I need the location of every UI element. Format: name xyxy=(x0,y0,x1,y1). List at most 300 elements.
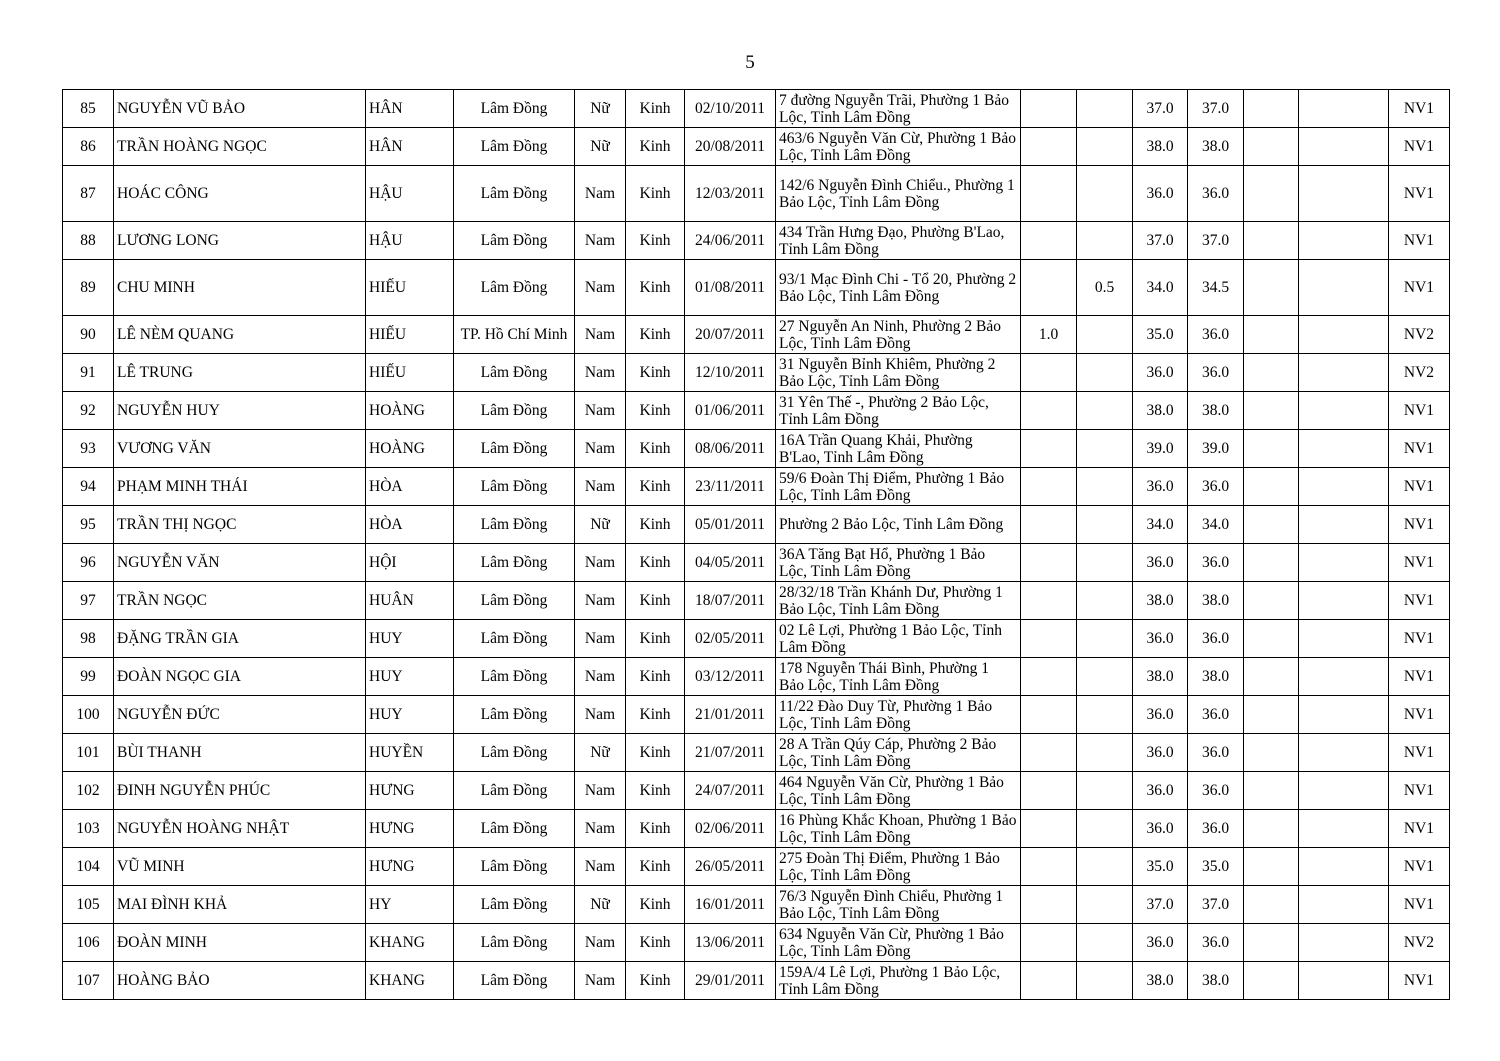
given-name: HÒA xyxy=(366,506,454,544)
family-name: VƯƠNG VĂN xyxy=(114,430,366,468)
given-name: HÂN xyxy=(366,90,454,128)
total-score: 39.0 xyxy=(1188,430,1244,468)
family-name: LÊ TRUNG xyxy=(114,354,366,392)
blank-cell xyxy=(1244,468,1299,506)
table-row xyxy=(63,90,1450,128)
score: 36.0 xyxy=(1133,166,1188,222)
birth-date: 20/08/2011 xyxy=(685,128,776,166)
row-number: 91 xyxy=(63,354,114,392)
blank-cell xyxy=(1244,772,1299,810)
address: 142/6 Nguyễn Đình Chiểu., Phường 1 Bảo Lộc, Tỉnh Lâm Đồng xyxy=(776,166,1021,222)
bonus-points: 0.5 xyxy=(1077,260,1133,316)
given-name: HẬU xyxy=(366,166,454,222)
family-name: TRẦN NGỌC xyxy=(114,582,366,620)
address: 159A/4 Lê Lợi, Phường 1 Bảo Lộc, Tỉnh Lâm Đồng xyxy=(776,962,1021,1000)
priority-points xyxy=(1021,848,1077,886)
gender: Nam xyxy=(575,392,626,430)
gender: Nam xyxy=(575,582,626,620)
blank-cell xyxy=(1244,316,1299,354)
given-name: HỘI xyxy=(366,544,454,582)
row-number: 96 xyxy=(63,544,114,582)
bonus-points xyxy=(1077,166,1133,222)
birthplace: Lâm Đồng xyxy=(454,772,575,810)
table-row xyxy=(63,848,1450,886)
address: Phường 2 Bảo Lộc, Tỉnh Lâm Đồng xyxy=(776,506,1021,544)
bonus-points xyxy=(1077,772,1133,810)
table-row xyxy=(63,620,1450,658)
bonus-points xyxy=(1077,316,1133,354)
gender: Nam xyxy=(575,166,626,222)
ethnicity: Kinh xyxy=(626,506,685,544)
given-name: HƯNG xyxy=(366,848,454,886)
birth-date: 18/07/2011 xyxy=(685,582,776,620)
birth-date: 03/12/2011 xyxy=(685,658,776,696)
priority-points xyxy=(1021,962,1077,1000)
blank-cell xyxy=(1299,582,1389,620)
blank-cell xyxy=(1244,166,1299,222)
family-name: ĐOÀN NGỌC GIA xyxy=(114,658,366,696)
bonus-points xyxy=(1077,848,1133,886)
row-number: 87 xyxy=(63,166,114,222)
birth-date: 01/06/2011 xyxy=(685,392,776,430)
score: 36.0 xyxy=(1133,620,1188,658)
birthplace: Lâm Đồng xyxy=(454,260,575,316)
row-number: 95 xyxy=(63,506,114,544)
birth-date: 26/05/2011 xyxy=(685,848,776,886)
gender: Nam xyxy=(575,696,626,734)
address: 16A Trần Quang Khải, Phường B'Lao, Tỉnh Lâm Đồng xyxy=(776,430,1021,468)
gender: Nữ xyxy=(575,734,626,772)
ethnicity: Kinh xyxy=(626,354,685,392)
row-number: 98 xyxy=(63,620,114,658)
blank-cell xyxy=(1299,90,1389,128)
blank-cell xyxy=(1244,620,1299,658)
row-number: 104 xyxy=(63,848,114,886)
address: 434 Trần Hưng Đạo, Phường B'Lao, Tỉnh Lâm Đồng xyxy=(776,222,1021,260)
birthplace: TP. Hồ Chí Minh xyxy=(454,316,575,354)
family-name: NGUYỄN VĂN xyxy=(114,544,366,582)
ethnicity: Kinh xyxy=(626,620,685,658)
blank-cell xyxy=(1244,582,1299,620)
ethnicity: Kinh xyxy=(626,810,685,848)
total-score: 38.0 xyxy=(1188,128,1244,166)
bonus-points xyxy=(1077,810,1133,848)
preference: NV1 xyxy=(1389,772,1450,810)
score: 36.0 xyxy=(1133,354,1188,392)
blank-cell xyxy=(1299,430,1389,468)
bonus-points xyxy=(1077,430,1133,468)
gender: Nam xyxy=(575,430,626,468)
ethnicity: Kinh xyxy=(626,166,685,222)
total-score: 36.0 xyxy=(1188,810,1244,848)
blank-cell xyxy=(1299,924,1389,962)
address: 7 đường Nguyễn Trãi, Phường 1 Bảo Lộc, Tỉnh Lâm Đồng xyxy=(776,90,1021,128)
preference: NV1 xyxy=(1389,696,1450,734)
family-name: MAI ĐÌNH KHẢ xyxy=(114,886,366,924)
preference: NV1 xyxy=(1389,620,1450,658)
total-score: 36.0 xyxy=(1188,166,1244,222)
table-row xyxy=(63,354,1450,392)
address: 178 Nguyễn Thái Bình, Phường 1 Bảo Lộc, Tỉnh Lâm Đồng xyxy=(776,658,1021,696)
score: 36.0 xyxy=(1133,924,1188,962)
student-table xyxy=(62,89,1450,1000)
family-name: PHẠM MINH THÁI xyxy=(114,468,366,506)
row-number: 90 xyxy=(63,316,114,354)
gender: Nam xyxy=(575,772,626,810)
preference: NV2 xyxy=(1389,354,1450,392)
row-number: 99 xyxy=(63,658,114,696)
score: 38.0 xyxy=(1133,582,1188,620)
priority-points xyxy=(1021,658,1077,696)
birth-date: 20/07/2011 xyxy=(685,316,776,354)
ethnicity: Kinh xyxy=(626,696,685,734)
given-name: KHANG xyxy=(366,924,454,962)
preference: NV1 xyxy=(1389,658,1450,696)
birthplace: Lâm Đồng xyxy=(454,734,575,772)
birth-date: 02/06/2011 xyxy=(685,810,776,848)
family-name: TRẦN HOÀNG NGỌC xyxy=(114,128,366,166)
row-number: 92 xyxy=(63,392,114,430)
priority-points xyxy=(1021,506,1077,544)
gender: Nam xyxy=(575,620,626,658)
family-name: VŨ MINH xyxy=(114,848,366,886)
preference: NV1 xyxy=(1389,430,1450,468)
blank-cell xyxy=(1299,392,1389,430)
blank-cell xyxy=(1244,90,1299,128)
priority-points xyxy=(1021,886,1077,924)
table-row xyxy=(63,772,1450,810)
score: 34.0 xyxy=(1133,260,1188,316)
address: 275 Đoàn Thị Điểm, Phường 1 Bảo Lộc, Tỉnh Lâm Đồng xyxy=(776,848,1021,886)
priority-points xyxy=(1021,468,1077,506)
preference: NV1 xyxy=(1389,260,1450,316)
row-number: 86 xyxy=(63,128,114,166)
bonus-points xyxy=(1077,468,1133,506)
total-score: 36.0 xyxy=(1188,620,1244,658)
row-number: 101 xyxy=(63,734,114,772)
blank-cell xyxy=(1244,544,1299,582)
birth-date: 16/01/2011 xyxy=(685,886,776,924)
birth-date: 02/10/2011 xyxy=(685,90,776,128)
total-score: 36.0 xyxy=(1188,316,1244,354)
blank-cell xyxy=(1299,316,1389,354)
bonus-points xyxy=(1077,734,1133,772)
row-number: 100 xyxy=(63,696,114,734)
score: 36.0 xyxy=(1133,772,1188,810)
blank-cell xyxy=(1299,886,1389,924)
family-name: LƯƠNG LONG xyxy=(114,222,366,260)
address: 463/6 Nguyễn Văn Cừ, Phường 1 Bảo Lộc, Tỉnh Lâm Đồng xyxy=(776,128,1021,166)
score: 36.0 xyxy=(1133,734,1188,772)
ethnicity: Kinh xyxy=(626,886,685,924)
given-name: HUY xyxy=(366,658,454,696)
birth-date: 04/05/2011 xyxy=(685,544,776,582)
family-name: CHU MINH xyxy=(114,260,366,316)
given-name: HUÂN xyxy=(366,582,454,620)
total-score: 38.0 xyxy=(1188,392,1244,430)
total-score: 36.0 xyxy=(1188,468,1244,506)
preference: NV1 xyxy=(1389,962,1450,1000)
birth-date: 24/06/2011 xyxy=(685,222,776,260)
address: 16 Phùng Khắc Khoan, Phường 1 Bảo Lộc, Tỉnh Lâm Đồng xyxy=(776,810,1021,848)
table-row xyxy=(63,316,1450,354)
bonus-points xyxy=(1077,506,1133,544)
gender: Nam xyxy=(575,658,626,696)
table-row xyxy=(63,260,1450,316)
ethnicity: Kinh xyxy=(626,848,685,886)
priority-points xyxy=(1021,696,1077,734)
bonus-points xyxy=(1077,658,1133,696)
address: 93/1 Mạc Đình Chi - Tổ 20, Phường 2 Bảo Lộc, Tỉnh Lâm Đồng xyxy=(776,260,1021,316)
given-name: HÒA xyxy=(366,468,454,506)
family-name: ĐẶNG TRẦN GIA xyxy=(114,620,366,658)
row-number: 97 xyxy=(63,582,114,620)
blank-cell xyxy=(1244,962,1299,1000)
score: 38.0 xyxy=(1133,658,1188,696)
birthplace: Lâm Đồng xyxy=(454,696,575,734)
family-name: ĐINH NGUYỄN PHÚC xyxy=(114,772,366,810)
birthplace: Lâm Đồng xyxy=(454,468,575,506)
priority-points xyxy=(1021,620,1077,658)
bonus-points xyxy=(1077,886,1133,924)
score: 35.0 xyxy=(1133,848,1188,886)
preference: NV1 xyxy=(1389,90,1450,128)
bonus-points xyxy=(1077,222,1133,260)
family-name: NGUYỄN HUY xyxy=(114,392,366,430)
page-number: 5 xyxy=(745,52,755,73)
birth-date: 12/10/2011 xyxy=(685,354,776,392)
birthplace: Lâm Đồng xyxy=(454,354,575,392)
birth-date: 23/11/2011 xyxy=(685,468,776,506)
row-number: 103 xyxy=(63,810,114,848)
table-row xyxy=(63,810,1450,848)
given-name: HIẾU xyxy=(366,354,454,392)
preference: NV2 xyxy=(1389,316,1450,354)
gender: Nam xyxy=(575,260,626,316)
ethnicity: Kinh xyxy=(626,468,685,506)
address: 02 Lê Lợi, Phường 1 Bảo Lộc, Tỉnh Lâm Đồng xyxy=(776,620,1021,658)
address: 28/32/18 Trần Khánh Dư, Phường 1 Bảo Lộc, Tỉnh Lâm Đồng xyxy=(776,582,1021,620)
birth-date: 08/06/2011 xyxy=(685,430,776,468)
preference: NV1 xyxy=(1389,392,1450,430)
given-name: HIẾU xyxy=(366,316,454,354)
bonus-points xyxy=(1077,696,1133,734)
blank-cell xyxy=(1299,222,1389,260)
address: 28 A Trần Qúy Cáp, Phường 2 Bảo Lộc, Tỉnh Lâm Đồng xyxy=(776,734,1021,772)
bonus-points xyxy=(1077,544,1133,582)
ethnicity: Kinh xyxy=(626,260,685,316)
birthplace: Lâm Đồng xyxy=(454,886,575,924)
given-name: HƯNG xyxy=(366,772,454,810)
score: 37.0 xyxy=(1133,222,1188,260)
priority-points xyxy=(1021,924,1077,962)
gender: Nam xyxy=(575,848,626,886)
given-name: HUY xyxy=(366,696,454,734)
ethnicity: Kinh xyxy=(626,924,685,962)
family-name: NGUYỄN HOÀNG NHẬT xyxy=(114,810,366,848)
preference: NV2 xyxy=(1389,924,1450,962)
birth-date: 02/05/2011 xyxy=(685,620,776,658)
blank-cell xyxy=(1244,430,1299,468)
birthplace: Lâm Đồng xyxy=(454,544,575,582)
priority-points xyxy=(1021,260,1077,316)
gender: Nam xyxy=(575,222,626,260)
total-score: 34.5 xyxy=(1188,260,1244,316)
birthplace: Lâm Đồng xyxy=(454,506,575,544)
priority-points xyxy=(1021,166,1077,222)
blank-cell xyxy=(1299,810,1389,848)
family-name: NGUYỄN ĐỨC xyxy=(114,696,366,734)
row-number: 85 xyxy=(63,90,114,128)
blank-cell xyxy=(1299,620,1389,658)
gender: Nam xyxy=(575,924,626,962)
table-row xyxy=(63,392,1450,430)
given-name: HƯNG xyxy=(366,810,454,848)
blank-cell xyxy=(1299,506,1389,544)
priority-points xyxy=(1021,772,1077,810)
blank-cell xyxy=(1244,924,1299,962)
family-name: HOÁC CÔNG xyxy=(114,166,366,222)
row-number: 106 xyxy=(63,924,114,962)
row-number: 94 xyxy=(63,468,114,506)
blank-cell xyxy=(1299,128,1389,166)
total-score: 38.0 xyxy=(1188,658,1244,696)
birth-date: 01/08/2011 xyxy=(685,260,776,316)
ethnicity: Kinh xyxy=(626,772,685,810)
given-name: HIẾU xyxy=(366,260,454,316)
family-name: ĐOÀN MINH xyxy=(114,924,366,962)
address: 59/6 Đoàn Thị Điểm, Phường 1 Bảo Lộc, Tỉnh Lâm Đồng xyxy=(776,468,1021,506)
preference: NV1 xyxy=(1389,734,1450,772)
given-name: HUYỀN xyxy=(366,734,454,772)
bonus-points xyxy=(1077,128,1133,166)
table-row xyxy=(63,962,1450,1000)
blank-cell xyxy=(1299,696,1389,734)
blank-cell xyxy=(1244,734,1299,772)
table-row xyxy=(63,696,1450,734)
score: 36.0 xyxy=(1133,810,1188,848)
ethnicity: Kinh xyxy=(626,392,685,430)
score: 38.0 xyxy=(1133,392,1188,430)
gender: Nữ xyxy=(575,886,626,924)
total-score: 36.0 xyxy=(1188,696,1244,734)
blank-cell xyxy=(1299,354,1389,392)
ethnicity: Kinh xyxy=(626,316,685,354)
table-row xyxy=(63,924,1450,962)
bonus-points xyxy=(1077,620,1133,658)
score: 37.0 xyxy=(1133,886,1188,924)
total-score: 37.0 xyxy=(1188,90,1244,128)
birthplace: Lâm Đồng xyxy=(454,620,575,658)
address: 31 Yên Thế -, Phường 2 Bảo Lộc, Tỉnh Lâm Đồng xyxy=(776,392,1021,430)
given-name: HUY xyxy=(366,620,454,658)
birth-date: 21/07/2011 xyxy=(685,734,776,772)
gender: Nam xyxy=(575,354,626,392)
birth-date: 21/01/2011 xyxy=(685,696,776,734)
bonus-points xyxy=(1077,924,1133,962)
ethnicity: Kinh xyxy=(626,962,685,1000)
bonus-points xyxy=(1077,392,1133,430)
table-row xyxy=(63,544,1450,582)
preference: NV1 xyxy=(1389,506,1450,544)
row-number: 107 xyxy=(63,962,114,1000)
preference: NV1 xyxy=(1389,582,1450,620)
birthplace: Lâm Đồng xyxy=(454,848,575,886)
table-row xyxy=(63,506,1450,544)
birthplace: Lâm Đồng xyxy=(454,582,575,620)
score: 38.0 xyxy=(1133,962,1188,1000)
total-score: 37.0 xyxy=(1188,886,1244,924)
score: 36.0 xyxy=(1133,696,1188,734)
ethnicity: Kinh xyxy=(626,658,685,696)
gender: Nam xyxy=(575,468,626,506)
given-name: HOÀNG xyxy=(366,392,454,430)
gender: Nam xyxy=(575,316,626,354)
total-score: 38.0 xyxy=(1188,962,1244,1000)
family-name: NGUYỄN VŨ BẢO xyxy=(114,90,366,128)
bonus-points xyxy=(1077,90,1133,128)
given-name: HẬU xyxy=(366,222,454,260)
table-row xyxy=(63,430,1450,468)
score: 36.0 xyxy=(1133,544,1188,582)
blank-cell xyxy=(1244,506,1299,544)
address: 11/22 Đào Duy Từ, Phường 1 Bảo Lộc, Tỉnh Lâm Đồng xyxy=(776,696,1021,734)
bonus-points xyxy=(1077,962,1133,1000)
gender: Nữ xyxy=(575,90,626,128)
birthplace: Lâm Đồng xyxy=(454,430,575,468)
blank-cell xyxy=(1244,848,1299,886)
blank-cell xyxy=(1299,658,1389,696)
given-name: HOÀNG xyxy=(366,430,454,468)
blank-cell xyxy=(1244,658,1299,696)
ethnicity: Kinh xyxy=(626,582,685,620)
priority-points xyxy=(1021,430,1077,468)
total-score: 36.0 xyxy=(1188,772,1244,810)
score: 38.0 xyxy=(1133,128,1188,166)
family-name: TRẦN THỊ NGỌC xyxy=(114,506,366,544)
row-number: 88 xyxy=(63,222,114,260)
bonus-points xyxy=(1077,354,1133,392)
score: 34.0 xyxy=(1133,506,1188,544)
total-score: 36.0 xyxy=(1188,924,1244,962)
table-row xyxy=(63,658,1450,696)
given-name: HY xyxy=(366,886,454,924)
preference: NV1 xyxy=(1389,222,1450,260)
birthplace: Lâm Đồng xyxy=(454,962,575,1000)
priority-points xyxy=(1021,128,1077,166)
table-row xyxy=(63,886,1450,924)
priority-points: 1.0 xyxy=(1021,316,1077,354)
priority-points xyxy=(1021,734,1077,772)
address: 36A Tăng Bạt Hổ, Phường 1 Bảo Lộc, Tỉnh Lâm Đồng xyxy=(776,544,1021,582)
blank-cell xyxy=(1244,128,1299,166)
preference: NV1 xyxy=(1389,810,1450,848)
blank-cell xyxy=(1299,772,1389,810)
score: 37.0 xyxy=(1133,90,1188,128)
table-row xyxy=(63,222,1450,260)
birthplace: Lâm Đồng xyxy=(454,658,575,696)
family-name: LÊ NÈM QUANG xyxy=(114,316,366,354)
total-score: 38.0 xyxy=(1188,582,1244,620)
priority-points xyxy=(1021,222,1077,260)
birthplace: Lâm Đồng xyxy=(454,392,575,430)
table-row xyxy=(63,734,1450,772)
priority-points xyxy=(1021,354,1077,392)
gender: Nữ xyxy=(575,506,626,544)
score: 36.0 xyxy=(1133,468,1188,506)
gender: Nam xyxy=(575,810,626,848)
blank-cell xyxy=(1244,810,1299,848)
